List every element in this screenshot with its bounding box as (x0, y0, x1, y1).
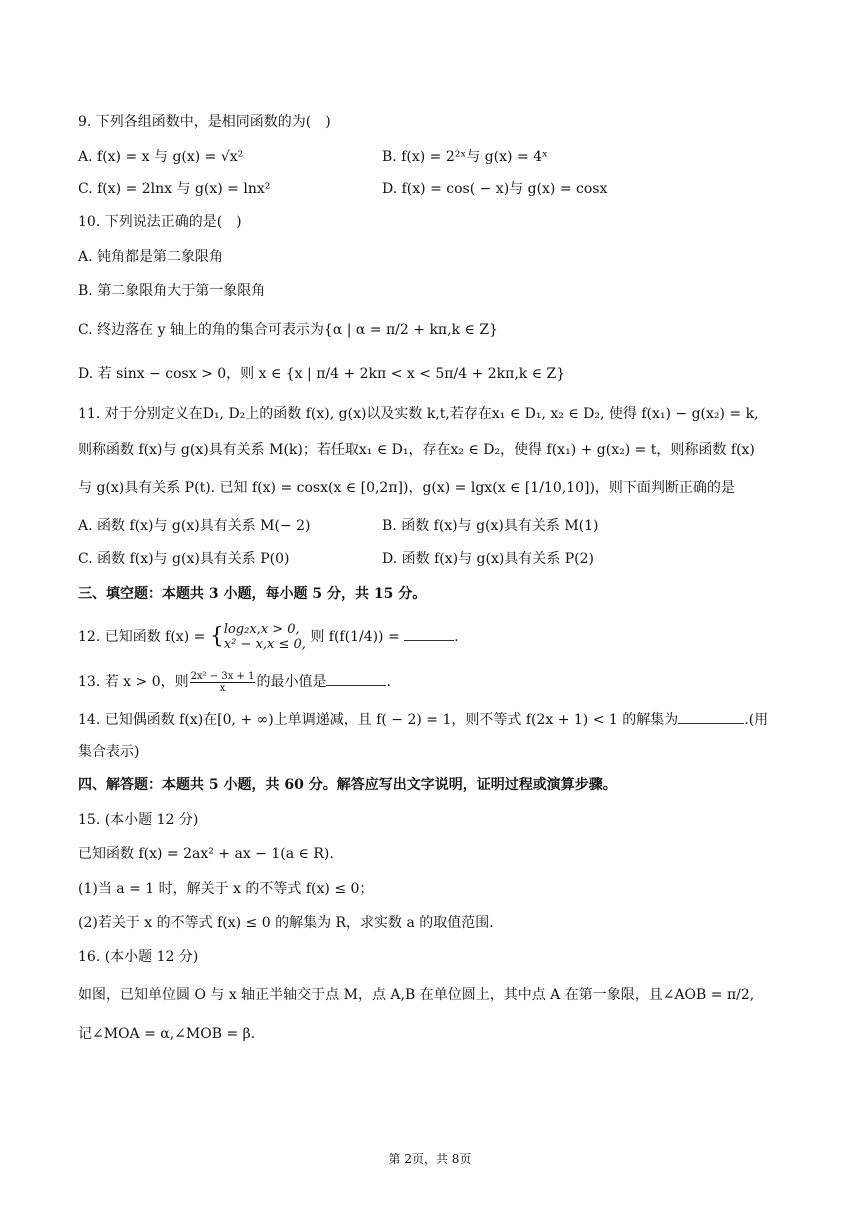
q11-line-3: 与 g(x)具有关系 P(t). 已知 f(x) = cosx(x ∈ [0,2π])，g(x) = lgx(x ∈ [1/10,10])，则下面判断正确的是 (78, 480, 735, 496)
section-4-heading: 四、解答题：本题共 5 小题，共 60 分。解答应写出文字说明，证明过程或演算步骤。 (78, 777, 617, 793)
q11-option-b: B. 函数 f(x)与 g(x)具有关系 M(1) (382, 518, 599, 534)
brace-icon: { (209, 624, 224, 649)
q14-line-2: 集合表示) (78, 744, 140, 760)
q15-header: 15. (本小题 12 分) (78, 812, 199, 828)
q14-line-1-end: .(用 (744, 712, 769, 728)
q12-end: . (454, 629, 459, 645)
q15-given: 已知函数 f(x) = 2ax² + ax − 1(a ∈ R). (78, 846, 334, 862)
q12-suffix: 则 f(f(1/4)) = (310, 629, 400, 645)
q15-part-2: (2)若关于 x 的不等式 f(x) ≤ 0 的解集为 R，求实数 a 的取值范围. (78, 915, 494, 931)
q10-stem: 10. 下列说法正确的是( ) (78, 214, 242, 230)
section-3-heading: 三、填空题：本题共 3 小题，每小题 5 分，共 15 分。 (78, 586, 427, 602)
question-12 (78, 622, 459, 652)
q9-option-c: C. f(x) = 2lnx 与 g(x) = lnx² (78, 181, 271, 197)
q16-header: 16. (本小题 12 分) (78, 949, 199, 965)
q12-prefix: 12. 已知函数 f(x) = (78, 629, 206, 645)
q13-denominator: x (219, 682, 226, 694)
q11-option-a: A. 函数 f(x)与 g(x)具有关系 M(− 2) (78, 518, 311, 534)
q12-answer-blank (404, 626, 454, 641)
q9-option-a: A. f(x) = x 与 g(x) = √x² (78, 149, 244, 165)
q10-option-c: C. 终边落在 y 轴上的角的集合可表示为{α | α = π/2 + kπ,k ∈ Z} (78, 322, 498, 338)
q11-option-d: D. 函数 f(x)与 g(x)具有关系 P(2) (382, 551, 595, 567)
q13-numerator: 2x² − 3x + 1 (190, 670, 255, 682)
q12-case-2: x² − x,x ≤ 0, (223, 637, 306, 652)
q10-option-d: D. 若 sinx − cosx > 0，则 x ∈ {x | π/4 + 2kπ < x < 5π/4 + 2kπ,k ∈ Z} (78, 366, 566, 382)
q12-case-1: log₂x,x > 0, (223, 622, 300, 637)
q15-part-1: (1)当 a = 1 时，解关于 x 的不等式 f(x) ≤ 0； (78, 881, 374, 897)
q10-option-a: A. 钝角都是第二象限角 (78, 249, 224, 265)
q9-option-b: B. f(x) = 2²ˣ与 g(x) = 4ˣ (382, 149, 548, 165)
q13-answer-blank (326, 671, 386, 686)
q14-text: 14. 已知偶函数 f(x)在[0, + ∞)上单调递减，且 f( − 2) = 1，则不等式 f(2x + 1) < 1 的解集为 (78, 712, 679, 728)
q14-line-1 (78, 709, 768, 730)
q13-prefix: 13. 若 x > 0，则 (78, 674, 189, 690)
q12-cases (224, 622, 306, 652)
q13-end: . (386, 674, 391, 690)
q11-option-c: C. 函数 f(x)与 g(x)具有关系 P(0) (78, 551, 290, 567)
q13-suffix: 的最小值是 (256, 674, 327, 690)
q9-stem: 9. 下列各组函数中，是相同函数的为( ) (78, 114, 331, 130)
question-13 (78, 670, 391, 694)
q10-option-b: B. 第二象限角大于第一象限角 (78, 283, 266, 299)
q16-line-1: 如图，已知单位圆 O 与 x 轴正半轴交于点 M，点 A,B 在单位圆上，其中点 A 在第一象限，且∠AOB = π/2, (78, 987, 755, 1003)
page-footer: 第 2页，共 8页 (388, 1152, 472, 1166)
q16-line-2: 记∠MOA = α,∠MOB = β. (78, 1026, 256, 1042)
q9-option-d: D. f(x) = cos( − x)与 g(x) = cosx (382, 181, 608, 197)
q13-fraction (190, 671, 256, 694)
q14-answer-blank (678, 709, 744, 724)
q11-line-2: 则称函数 f(x)与 g(x)具有关系 M(k)；若任取x₁ ∈ D₁，存在x₂ ∈ D₂，使得 f(x₁) + g(x₂) = t，则称函数 f(x) (78, 442, 755, 458)
q11-line-1: 11. 对于分别定义在D₁, D₂上的函数 f(x), g(x)以及实数 k,t,若存在x₁ ∈ D₁, x₂ ∈ D₂, 使得 f(x₁) − g(x₂) = k, (78, 406, 759, 422)
